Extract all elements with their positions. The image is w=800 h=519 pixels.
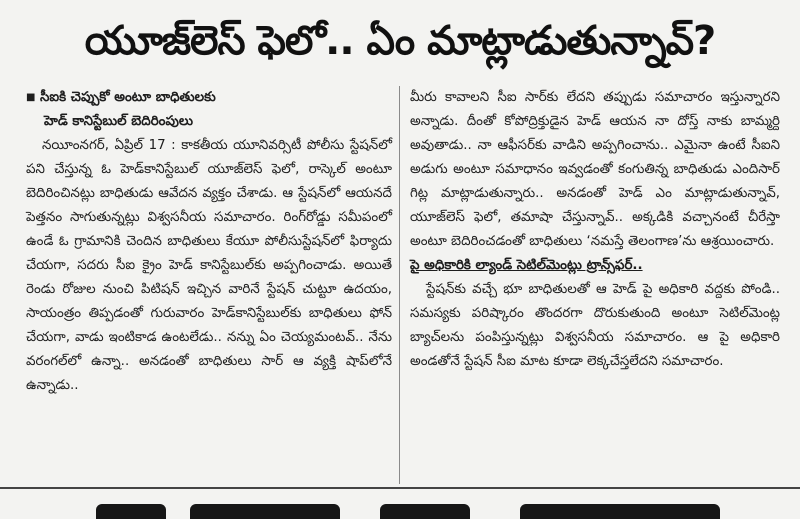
column-divider bbox=[399, 86, 400, 484]
left-column bbox=[26, 86, 392, 398]
article-subhead: పై అధికారికి ల్యాండ్‌ సెటిల్‌మెంట్లు ట్రాన్స్‌ఫర్‌.. bbox=[410, 258, 643, 273]
next-headline-fragment bbox=[0, 492, 800, 519]
right-column bbox=[410, 86, 780, 374]
kicker-line-1 bbox=[26, 86, 392, 110]
article-paragraph-2: మీరు కావాలని సీఐ సార్‌కు లేదని తప్పుడు సమాచారం ఇస్తున్నారని అన్నాడు. దీంతో కోపోద్రిక్తుడైన హెడ్‌ ఆయన నా దోస్త్‌ నాకు బామ్మర్ది అవుతాడు.. నా ఆఫీసర్‌కు వాడిని అప్పగించాను.. ఎమైనా ఉంటే సీఐని అడుగు అంటూ సమాధానం ఇవ్వడంతో కంగుతిన్న బాధితుడు ఎందిసార్‌ గిట్ల మాట్లాడుతున్నారు.. అనడంతో హెడ్‌ ఎం మాట్లాడుతున్నావ్‌, యూజ్‌లెస్‌ ఫెలో, తమాషా చేస్తున్నావ్‌.. అక్కడికి వచ్చానంటే చీరేస్తా అంటూ బెదిరించడంతో బాధితులు ‘నమస్తే తెలంగాణ’ను ఆశ్రయించారు. bbox=[410, 90, 780, 249]
next-headline-glyph bbox=[190, 504, 340, 519]
kicker-line-2: హెడ్‌ కానిస్టేబుల్‌ బెదిరింపులు bbox=[44, 114, 193, 129]
kicker-text-1: సీఐకి చెప్పుకో అంటూ బాధితులకు bbox=[40, 90, 216, 105]
article-paragraph-3: స్టేషన్‌కు వచ్చే భూ బాధితులతో ఆ హెడ్‌ పై అధికారి వద్దకు పోండి.. సమస్యకు పరిష్కారం తొందరగా దొరుకుతుంది అంటూ సెటిల్‌మెంట్ల బ్యాచ్‌లను పంపిస్తున్నట్లు విశ్వసనీయ సమాచారం. ఆ పై అధికారి అండతోనే స్టేషన్‌ సీఐ మాట కూడా లెక్కచేస్తలేదని సమాచారం. bbox=[410, 282, 780, 369]
article-body-left bbox=[26, 134, 392, 398]
next-headline-glyph bbox=[96, 504, 166, 519]
square-bullet-icon: ■ bbox=[26, 92, 36, 103]
article-paragraph-1: నయీంనగర్‌, ఏప్రిల్‌ 17 : కాకతీయ యూనివర్సిటీ పోలీసు స్టేషన్‌లో పని చేస్తున్న ఓ హెడ్‌కానిస్టేబుల్‌ యూజ్‌లెస్‌ ఫెలో, రాస్కెల్‌ అంటూ బెదిరించినట్లు బాధితుడు ఆవేదన వ్యక్తం చేశాడు. ఆ స్టేషన్‌లో ఆయనదే పెత్తనం సాగుతున్నట్లు విశ్వసనీయ సమాచారం. రింగ్‌రోడ్డు సమీపంలో ఉండే ఓ గ్రామానికి చెందిన బాధితులు కేయూ పోలీసుస్టేషన్‌లో ఫిర్యాదు చేయగా, సదరు సీఐ క్రైం హెడ్‌ కానిస్టేబుల్‌కు అప్పగించాడు. అయితే రెండు రోజుల నుంచి పిటిషన్‌ ఇచ్చిన వారినే స్టేషన్‌ చుట్టూ ఉదయం, సాయంత్రం తిప్పడంతో గురువారం హెడ్‌కానిస్టేబుల్‌కు బాధితులు ఫోన్‌ చేయగా, వాడు ఇంటికాడ ఉంటలేడు.. నన్ను ఏం చెయ్యమంటవ్‌.. నేను వరంగల్‌లో ఉన్నా.. అనడంతో బాధితులు సార్‌ ఆ వ్యక్తి షాప్‌లోనే ఉన్నాడు.. bbox=[26, 138, 392, 393]
headline: యూజ్‌లెస్‌ ఫెలో.. ఏం మాట్లాడుతున్నావ్‌? bbox=[84, 18, 716, 64]
article-bottom-rule bbox=[0, 487, 800, 489]
next-headline-glyph bbox=[380, 504, 470, 519]
kicker bbox=[26, 86, 392, 134]
next-headline-glyph bbox=[520, 504, 720, 519]
